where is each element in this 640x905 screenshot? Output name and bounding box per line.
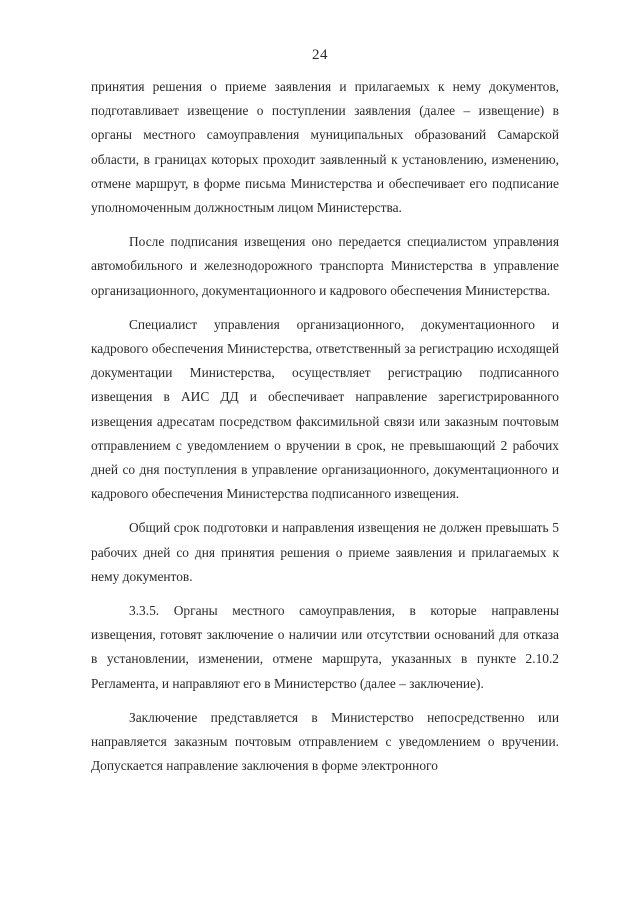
document-body bbox=[91, 75, 559, 788]
paragraph: Общий срок подготовки и направления извещения не должен превышать 5 рабочих дней со дня принятия решения о приеме заявления и прилагаемых к нему документов. bbox=[91, 520, 559, 584]
paragraph: принятия решения о приеме заявления и прилагаемых к нему документов, подготавливает извещение о поступлении заявления (далее – извещение) в органы местного самоуправления муниципальных образований Самарской области, в границах которых проходит заявленный к установлению, изменению, отмене маршрут, в форме письма Министерства и обеспечивает его подписание уполномоченным должностным лицом Министерства. bbox=[91, 79, 559, 216]
paragraph: 3.3.5. Органы местного самоуправления, в которые направлены извещения, готовят заключение о наличии или отсутствии оснований для отказа в установлении, изменении, отмене маршрута, указанных в пункте 2.10.2 Регламента, и направляют его в Министерство (далее – заключение). bbox=[91, 603, 559, 691]
page-number: 24 bbox=[312, 47, 328, 63]
paragraph: Заключение представляется в Министерство непосредственно или направляется заказным почтовым отправлением с уведомлением о вручении. Допускается направление заключения в форме электронного bbox=[91, 709, 559, 774]
paragraph: После подписания извещения оно передается специалистом управления автомобильного и железнодорожного транспорта Министерства в управление организационного, документационного и кадрового обеспечения Министерства. bbox=[91, 234, 559, 298]
paragraph: Специалист управления организационного, документационного и кадрового обеспечения Министерства, ответственный за регистрацию исходящей документации Министерства, осуществляет регистрацию подписанного извещения в АИС ДД и обеспечивает направление зарегистрированного извещения адресатам посредством факсимильной связи или заказным почтовым отправлением с уведомлением о вручении в срок, не превышающий 2 рабочих дней со дня поступления в управление организационного, документационного и кадрового обеспечения Министерства подписанного извещения. bbox=[91, 316, 559, 502]
